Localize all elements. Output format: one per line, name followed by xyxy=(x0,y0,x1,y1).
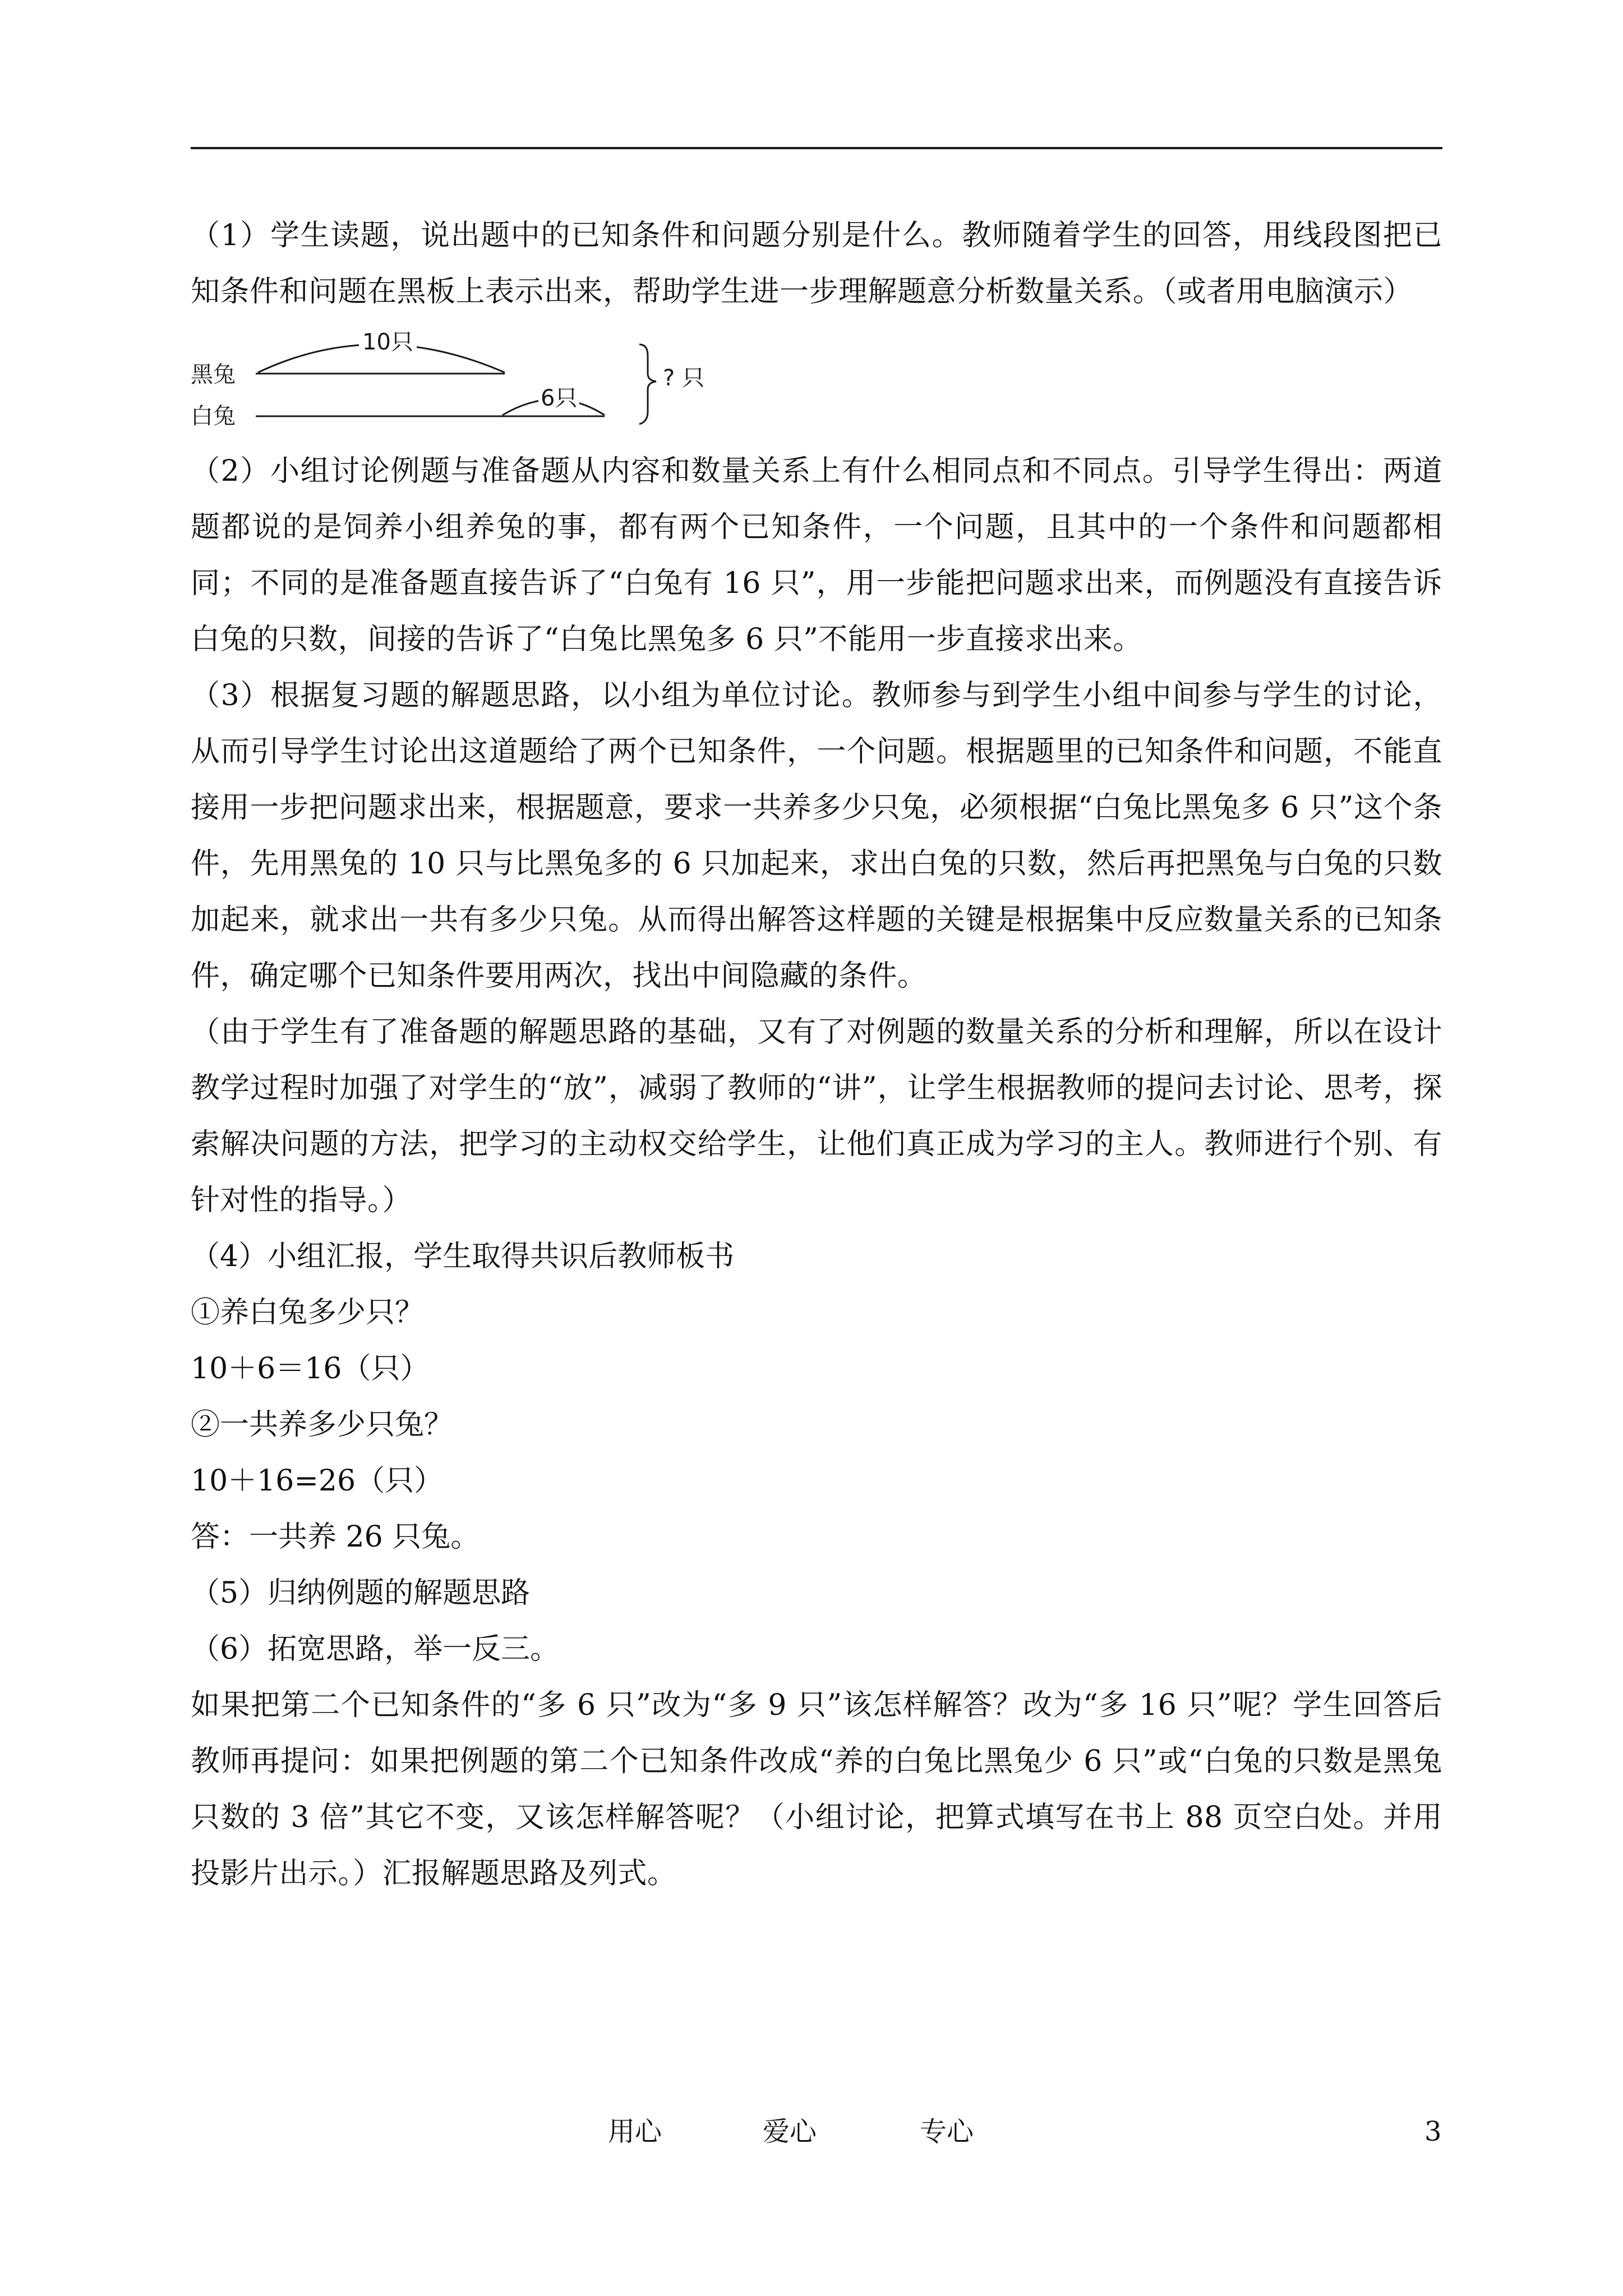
black-rabbit-label: 黑兔 xyxy=(191,362,236,388)
question-label: ? 只 xyxy=(663,365,704,391)
paragraph-3: （3）根据复习题的解题思路，以小组为单位讨论。教师参与到学生小组中间参与学生的讨论，从而引导学生讨论出这道题给了两个已知条件，一个问题。根据题里的已知条件和问题，不能直接用一步把问题求出来，根据题意，要求一共养多少只兔，必须根据“白兔比黑兔多 6 只”这个条件，先用黑兔的 10 只与比黑兔多的 6 只加起来，求出白兔的只数，然后再把黑兔与白兔的只数加起来，就求出一共有多少只兔。从而得出解答这样题的关键是根据集中反应数量关系的已知条件，确定哪个已知条件要用两次，找出中间隐藏的条件。 xyxy=(191,679,1442,993)
page-content xyxy=(191,208,1442,1902)
footer-text-1: 用心 xyxy=(608,2116,662,2147)
page-footer xyxy=(0,2115,1623,2148)
six-label: 6只 xyxy=(538,386,579,411)
step-1-question: ①养白兔多少只？ xyxy=(191,1296,425,1329)
step-1-equation: 10＋6＝16（只） xyxy=(191,1352,430,1386)
footer-text-2: 爱心 xyxy=(763,2116,817,2147)
paragraph-5: （4）小组汇报，学生取得共识后教师板书 xyxy=(191,1240,735,1273)
step-2-equation: 10＋16=26（只） xyxy=(191,1464,444,1498)
white-rabbit-label: 白兔 xyxy=(191,403,236,429)
line-segment-diagram xyxy=(191,322,1442,440)
ten-label: 10只 xyxy=(359,330,417,355)
step-2-question: ②一共养多少只兔？ xyxy=(191,1408,454,1442)
header-rule xyxy=(191,147,1442,149)
paragraph-11: （5）归纳例题的解题思路 xyxy=(191,1576,531,1610)
paragraph-13: 如果把第二个已知条件的“多 6 只”改为“多 9 只”该怎样解答？改为“多 16 只”呢？学生回答后教师再提问：如果把例题的第二个已知条件改成“养的白兔比黑兔少 6 只”或“白兔的只数是黑兔只数的 3 倍”其它不变，又该怎样解答呢？（小组讨论，把算式填写在书上 88 页空白处。并用投影片出示。）汇报解题思路及列式。 xyxy=(191,1688,1442,1890)
page-number: 3 xyxy=(1424,2116,1442,2147)
total-brace xyxy=(639,344,656,424)
paragraph-12: （6）拓宽思路，举一反三。 xyxy=(191,1632,560,1666)
footer-text-3: 专心 xyxy=(920,2116,974,2147)
paragraph-2: （2）小组讨论例题与准备题从内容和数量关系上有什么相同点和不同点。引导学生得出：两道题都说的是饲养小组养兔的事，都有两个已知条件，一个问题，且其中的一个条件和问题都相同；不同的是准备题直接告诉了“白兔有 16 只”，用一步能把问题求出来，而例题没有直接告诉白兔的只数，间接的告诉了“白兔比黑兔多 6 只”不能用一步直接求出来。 xyxy=(191,454,1442,656)
answer-line: 答：一共养 26 只兔。 xyxy=(191,1520,480,1554)
paragraph-4: （由于学生有了准备题的解题思路的基础，又有了对例题的数量关系的分析和理解，所以在设计教学过程时加强了对学生的“放”，减弱了教师的“讲”，让学生根据教师的提问去讨论、思考，探索解决问题的方法，把学习的主动权交给学生，让他们真正成为学习的主人。教师进行个别、有针对性的指导。） xyxy=(191,1015,1442,1217)
paragraph-1: （1）学生读题，说出题中的已知条件和问题分别是什么。教师随着学生的回答，用线段图把已知条件和问题在黑板上表示出来，帮助学生进一步理解题意分析数量关系。（或者用电脑演示） xyxy=(191,219,1442,309)
